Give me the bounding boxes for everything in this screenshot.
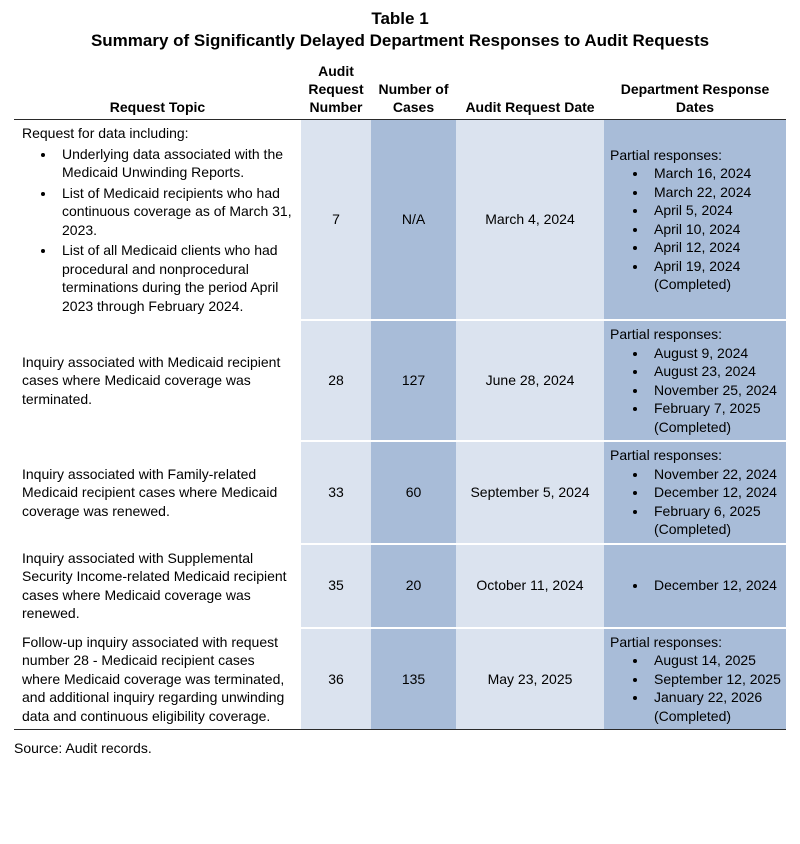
- date-cell: June 28, 2024: [456, 320, 604, 441]
- completed-note: (Completed): [654, 707, 732, 724]
- cases-cell: 127: [371, 320, 456, 441]
- topic-intro: Request for data including:: [22, 125, 189, 141]
- topic-bullet-list: [22, 145, 295, 316]
- response-date: • March 22, 2024: [648, 183, 782, 202]
- topic-bullet: • List of Medicaid recipients who had continuous coverage as of March 31, 2023.: [56, 184, 295, 240]
- completed-note: (Completed): [654, 276, 732, 292]
- completed-note: (Completed): [654, 418, 732, 435]
- header-responses: Department Response Dates: [604, 62, 786, 120]
- responses-list: [610, 576, 782, 595]
- response-date: [648, 399, 782, 436]
- table-caption: Summary of Significantly Delayed Department Responses to Audit Requests: [90, 31, 710, 50]
- header-cases: Number of Cases: [371, 62, 456, 120]
- cases-cell: 60: [371, 441, 456, 544]
- header-request-number: Audit Request Number: [301, 62, 371, 120]
- request-number-cell: 28: [301, 320, 371, 441]
- response-date: • August 14, 2025: [648, 651, 782, 670]
- table-number: Table 1: [371, 9, 429, 28]
- date-cell: May 23, 2025: [456, 628, 604, 730]
- responses-intro: Partial responses:: [610, 633, 723, 650]
- table-row: [14, 544, 786, 628]
- response-date-text: February 7, 2025: [654, 400, 761, 416]
- topic-cell: Follow-up inquiry associated with request number 28 - Medicaid recipient cases where Medicaid coverage was terminated, and additional inquiry regarding unwinding data and continuous eligibility coverage.: [14, 628, 301, 730]
- cases-cell: 135: [371, 628, 456, 730]
- topic-cell: [14, 120, 301, 321]
- responses-list: [610, 164, 782, 294]
- response-date-text: April 19, 2024: [654, 257, 741, 274]
- source-note: Source: Audit records.: [14, 740, 152, 756]
- table-row: [14, 120, 786, 321]
- topic-bullet: • Underlying data associated with the Medicaid Unwinding Reports.: [56, 145, 295, 182]
- responses-intro: Partial responses:: [610, 326, 723, 342]
- responses-intro: Partial responses:: [610, 146, 723, 163]
- request-number-cell: 35: [301, 544, 371, 628]
- response-date: • August 23, 2024: [648, 362, 782, 381]
- header-topic: Request Topic: [14, 62, 301, 120]
- response-date: • December 12, 2024: [648, 483, 782, 502]
- date-cell: September 5, 2024: [456, 441, 604, 544]
- response-date: • December 12, 2024: [648, 576, 782, 595]
- table-row: [14, 628, 786, 730]
- responses-list: [610, 344, 782, 437]
- table-title: [0, 8, 800, 52]
- response-date: • March 16, 2024: [648, 164, 782, 183]
- response-date-text: January 22, 2026: [654, 689, 763, 705]
- responses-list: [610, 465, 782, 539]
- date-cell: October 11, 2024: [456, 544, 604, 628]
- request-number-cell: 33: [301, 441, 371, 544]
- response-date: • September 12, 2025: [648, 670, 782, 689]
- topic-cell: Inquiry associated with Medicaid recipient cases where Medicaid coverage was terminated.: [14, 320, 301, 441]
- responses-cell: [604, 120, 786, 321]
- responses-cell: [604, 544, 786, 628]
- response-date-text: February 6, 2025: [654, 502, 761, 519]
- topic-bullet: • List of all Medicaid clients who had procedural and nonprocedural terminations during the period April 2023 through February 2024.: [56, 241, 295, 315]
- request-number-cell: 36: [301, 628, 371, 730]
- table-row: [14, 320, 786, 441]
- completed-note: (Completed): [654, 521, 732, 537]
- response-date: • April 10, 2024: [648, 220, 782, 239]
- request-number-cell: 7: [301, 120, 371, 321]
- response-date: [648, 257, 782, 294]
- response-date: • April 12, 2024: [648, 238, 782, 257]
- response-date: • April 5, 2024: [648, 201, 782, 220]
- responses-list: [610, 651, 782, 725]
- response-date: [648, 688, 782, 725]
- responses-cell: [604, 441, 786, 544]
- response-date: • November 25, 2024: [648, 381, 782, 400]
- response-date: • August 9, 2024: [648, 344, 782, 363]
- responses-cell: [604, 628, 786, 730]
- table-row: [14, 441, 786, 544]
- header-row: [14, 62, 786, 120]
- cases-cell: 20: [371, 544, 456, 628]
- response-date: • November 22, 2024: [648, 465, 782, 484]
- date-cell: March 4, 2024: [456, 120, 604, 321]
- responses-cell: [604, 320, 786, 441]
- responses-intro: Partial responses:: [610, 447, 723, 463]
- topic-cell: Inquiry associated with Family-related Medicaid recipient cases where Medicaid coverage was renewed.: [14, 441, 301, 544]
- response-date: [648, 502, 782, 539]
- delayed-responses-table: [14, 62, 786, 730]
- header-date: Audit Request Date: [456, 62, 604, 120]
- topic-cell: Inquiry associated with Supplemental Security Income-related Medicaid recipient cases where Medicaid coverage was renewed.: [14, 544, 301, 628]
- cases-cell: N/A: [371, 120, 456, 321]
